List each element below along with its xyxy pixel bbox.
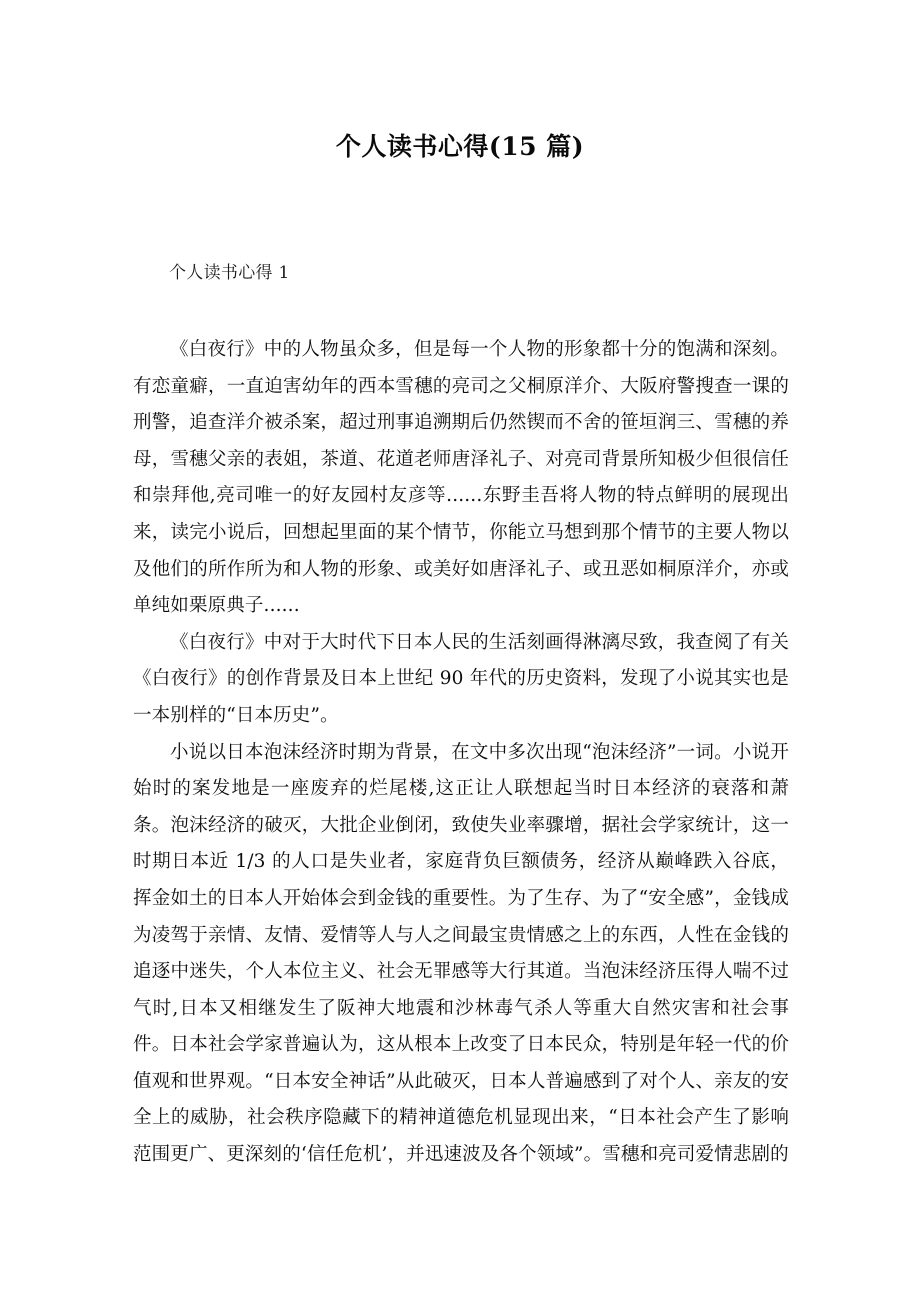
paragraph: 《白夜行》中对于大时代下日本人民的生活刻画得淋漓尽致，我查阅了有关《白夜行》的创作背景及日本上世纪 90 年代的历史资料，发现了小说其实也是一本别样的“日本历史”。	[133, 631, 789, 726]
body-text	[133, 332, 789, 1174]
page-title: 个人读书心得(15 篇)	[335, 131, 585, 161]
paragraph: 小说以日本泡沫经济时期为背景，在文中多次出现“泡沫经济”一词。小说开始时的案发地是一座废弃的烂尾楼,这正让人联想起当时日本经济的衰落和萧条。泡沫经济的破灭，大批企业倒闭，致使失业率骤增，据社会学家统计，这一时期日本近 1/3 的人口是失业者，家庭背负巨额债务，经济从巅峰跌入谷底，挥金如土的日本人开始体会到金钱的重要性。为了生存、为了“安全感”，金钱成为凌驾于亲情、友情、爱情等人与人之间最宝贵情感之上的东西，人性在金钱的追逐中迷失，个人本位主义、社会无罪感等大行其道。当泡沫经济压得人喘不过气时,日本又相继发生了阪神大地震和沙林毒气杀人等重大自然灾害和社会事件。日本社会学家普遍认为，这从根本上改变了日本民众，特别是年轻一代的价值观和世界观。“日本安全神话”从此破灭，日本人普遍感到了对个人、亲友的安全上的威胁，社会秩序隐藏下的精神道德危机显现出来，“日本社会产生了影响范围更广、更深刻的‘信任危机’，并迅速波及各个领域”。雪穗和亮司爱情悲剧的	[133, 741, 789, 1166]
paragraph: 《白夜行》中的人物虽众多，但是每一个人物的形象都十分的饱满和深刻。有恋童癖，一直迫害幼年的西本雪穗的亮司之父桐原洋介、大阪府警搜查一课的刑警，追查洋介被杀案，超过刑事追溯期后仍然锲而不舍的笹垣润三、雪穗的养母，雪穗父亲的表姐，茶道、花道老师唐泽礼子、对亮司背景所知极少但很信任和崇拜他,亮司唯一的好友园村友彦等......东野圭吾将人物的特点鲜明的展现出来，读完小说后，回想起里面的某个情节，你能立马想到那个情节的主要人物以及他们的所作所为和人物的形象、或美好如唐泽礼子、或丑恶如桐原洋介，亦或单纯如栗原典子......	[133, 339, 789, 617]
section-heading: 个人读书心得 1	[169, 263, 290, 283]
